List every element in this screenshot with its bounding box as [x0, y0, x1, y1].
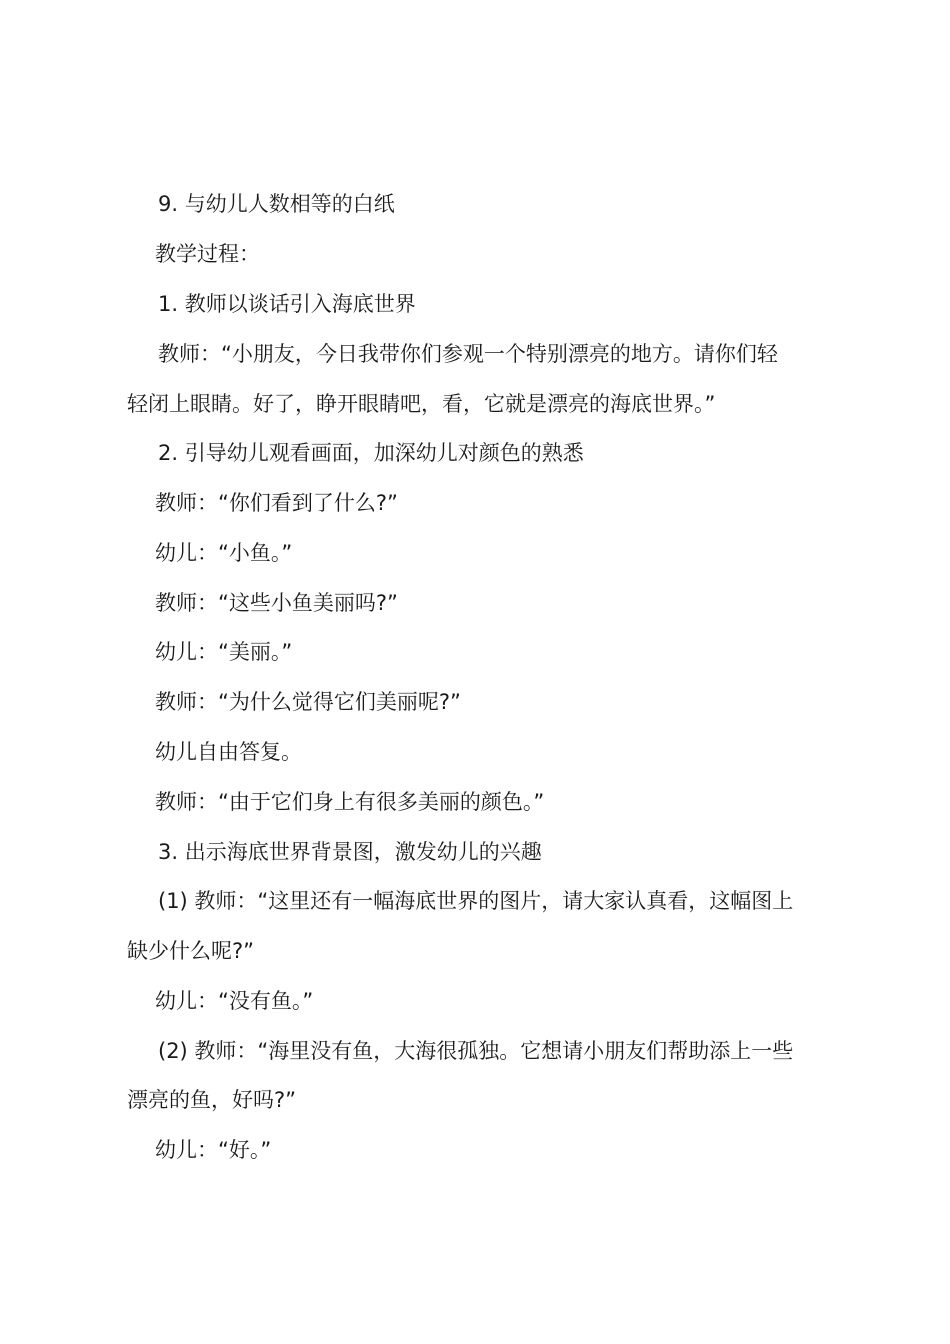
dialogue-line: 教师：“由于它们身上有很多美丽的颜色。”: [155, 790, 545, 814]
dialogue-line: 幼儿：“美丽。”: [155, 640, 293, 664]
dialogue-line: 教师：“为什么觉得它们美丽呢?”: [155, 690, 461, 714]
dialogue-line: 幼儿：“没有鱼。”: [155, 989, 314, 1013]
material-item-9: 9. 与幼儿人数相等的白纸: [158, 192, 395, 216]
paragraph-line: (2) 教师：“海里没有鱼，大海很孤独。它想请小朋友们帮助添上一些: [158, 1039, 794, 1063]
dialogue-line: 教师：“这些小鱼美丽吗?”: [155, 591, 398, 615]
paragraph-line: 教师：“小朋友，今日我带你们参观一个特别漂亮的地方。请你们轻: [158, 342, 778, 366]
paragraph-line: 轻闭上眼睛。好了，睁开眼睛吧，看，它就是漂亮的海底世界。”: [127, 392, 716, 416]
dialogue-line: 教师：“你们看到了什么?”: [155, 491, 398, 515]
paragraph-line: 幼儿自由答复。: [155, 740, 302, 764]
step-2-heading: 2. 引导幼儿观看画面，加深幼儿对颜色的熟悉: [158, 441, 584, 465]
step-1-heading: 1. 教师以谈话引入海底世界: [158, 292, 416, 316]
paragraph-line: (1) 教师：“这里还有一幅海底世界的图片，请大家认真看，这幅图上: [158, 889, 794, 913]
dialogue-line: 幼儿：“小鱼。”: [155, 541, 293, 565]
step-3-heading: 3. 出示海底世界背景图，激发幼儿的兴趣: [158, 840, 542, 864]
dialogue-line: 幼儿：“好。”: [155, 1138, 272, 1162]
section-heading-teaching-process: 教学过程：: [155, 242, 260, 266]
paragraph-line: 缺少什么呢?”: [127, 939, 255, 963]
paragraph-line: 漂亮的鱼，好吗?”: [127, 1088, 297, 1112]
